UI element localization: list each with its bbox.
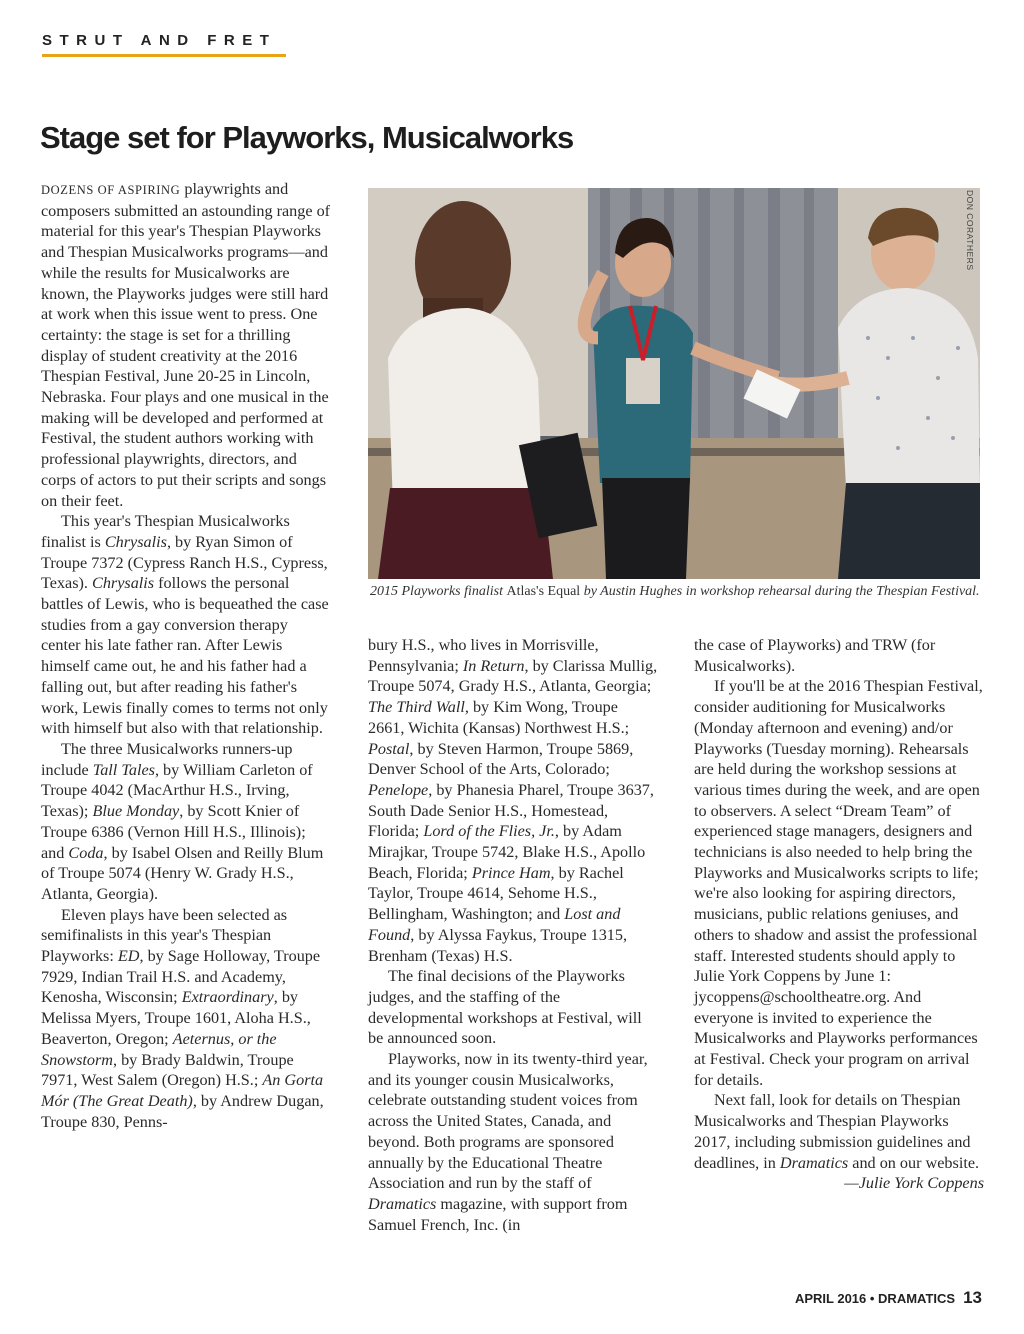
- photo-caption: 2015 Playworks finalist Atlas's Equal by Austin Hughes in workshop rehearsal during the Thespian Festival.: [370, 584, 980, 599]
- paragraph: DOZENS OF ASPIRING playwrights and composers submitted an astounding range of material for this year's Thespian Playworks and Thespian Musicalworks programs—and while the results for Musicalworks are known, the Playworks judges were still hard at work when this issue went to press. One certainty: the stage is set for a thrilling display of student creativity at the 2016 Thespian Festival, June 20-25 in Lincoln, Nebraska. Four plays and one musical in the making will be developed and performed at Festival, the student authors working with professional playwrights, directors, and corps of actors to put their scripts and songs on their feet.: [41, 180, 331, 510]
- photo-credit: DON CORATHERS: [965, 190, 975, 271]
- article-column-2: [368, 635, 658, 1235]
- issue-label: APRIL 2016 • DRAMATICS: [794, 1291, 956, 1306]
- paragraph: The three Musicalworks runners-up include Tall Tales, by William Carleton of Troupe 4042 (MacArthur H.S., Irving, Texas); Blue Monday, by Scott Knier of Troupe 6386 (Vernon Hill H.S., Illinois); and Coda, by Isabel Olsen and Reilly Blum of Troupe 5074 (Henry W. Grady H.S., Atlanta, Georgia).: [41, 739, 324, 903]
- lead-in-smallcaps: DOZENS OF ASPIRING: [41, 183, 181, 197]
- paragraph: the case of Playworks) and TRW (for Musicalworks).: [694, 636, 936, 675]
- article-headline: Stage set for Playworks, Musicalworks: [40, 120, 574, 155]
- paragraph: Eleven plays have been selected as semifinalists in this year's Thespian Playworks: ED, by Sage Holloway, Troupe 7929, Indian Trail H.S. and Academy, Kenosha, Wisconsin; Extraordinary, by Melissa Myers, Troupe 1601, Aloha H.S., Beaverton, Oregon; Aeternus, or the Snowstorm, by Brady Baldwin, Troupe 7971, West Salem (Oregon) H.S.; An Gorta Mór (The Great Death), by Andrew Dugan, Troupe 830, Penns-: [41, 905, 324, 1131]
- paragraph: bury H.S., who lives in Morrisville, Pennsylvania; In Return, by Clarissa Mullig, Troupe 5074, Grady H.S., Atlanta, Georgia; The Third Wall, by Kim Wong, Troupe 2661, Wichita (Kansas) Northwest H.S.; Postal, by Steven Harmon, Troupe 5869, Denver School of the Arts, Colorado; Penelope, by Phanesia Pharel, Troupe 3637, South Dade Senior H.S., Homestead, Florida; Lord of the Flies, Jr., by Adam Mirajkar, Troupe 5742, Blake H.S., Apollo Beach, Florida; Prince Ham, by Rachel Taylor, Troupe 4614, Sehome H.S., Bellingham, Washington; and Lost and Found, by Alyssa Faykus, Troupe 1315, Brenham (Texas) H.S.: [368, 636, 658, 965]
- paragraph: This year's Thespian Musicalworks finalist is Chrysalis, by Ryan Simon of Troupe 7372 (Cypress Ranch H.S., Cypress, Texas). Chrysalis follows the personal battles of Lewis, who is bequeathed the case studies from a gay conversion therapy center his late father ran. After Lewis himself came out, he and his father had a falling out, but after reading his father's work, Lewis finally comes to terms not only with himself but also with that relationship.: [41, 512, 329, 738]
- page-number: 13: [963, 1288, 982, 1307]
- article-column-3: [694, 635, 984, 1194]
- rehearsal-photo: [368, 188, 980, 579]
- paragraph: Playworks, now in its twenty-third year, and its younger cousin Musicalworks, celebrate outstanding student voices from across the United States, Canada, and beyond. Both programs are sponsored annually by the Educational Theatre Association and run by the staff of Dramatics magazine, with support from Samuel French, Inc. (in: [368, 1050, 648, 1234]
- author-signature: —Julie York Coppens: [844, 1174, 984, 1193]
- section-kicker: STRUT AND FRET: [42, 32, 277, 49]
- paragraph: If you'll be at the 2016 Thespian Festival, consider auditioning for Musicalworks (Monday afternoon and evening) and/or Playworks (Tuesday morning). Rehearsals are held during the workshop sessions at various times during the week, and are open to observers. A select “Dream Team” of experienced stage managers, designers and technicians is also needed to help bring the Playworks and Musicalworks scripts to life; we're also looking for aspiring directors, musicians, public relations geniuses, and others to shadow and assist the professional staff. Interested students should apply to Julie York Coppens by June 1: jycoppens@schooltheatre.org. And everyone is invited to experience the Musicalworks and Playworks performances at Festival. Check your program on arrival for details.: [694, 677, 983, 1089]
- kicker-underline: [42, 54, 286, 57]
- page-footer: [795, 1288, 982, 1308]
- paragraph: The final decisions of the Playworks judges, and the staffing of the developmental workshops at Festival, will be announced soon.: [368, 967, 642, 1048]
- article-column-1: [41, 179, 331, 1132]
- paragraph: Next fall, look for details on Thespian Musicalworks and Thespian Playworks 2017, including submission guidelines and deadlines, in Dramatics and on our website.: [694, 1091, 980, 1172]
